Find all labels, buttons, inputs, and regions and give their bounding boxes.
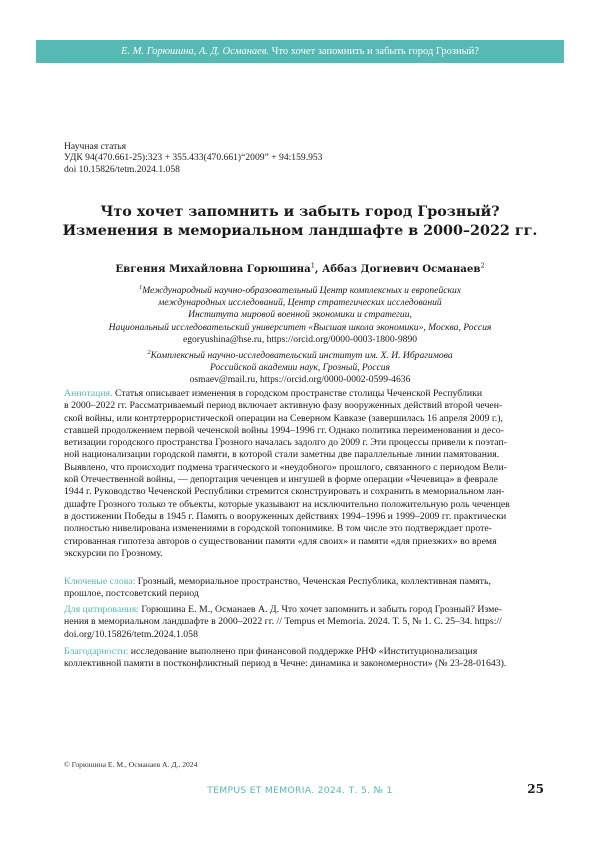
citation-line[interactable]: doi.org/10.15826/tetm.2024.1.058 bbox=[64, 629, 544, 641]
title-line-2: Изменения в мемориальном ландшафте в 2000–2022 гг. bbox=[60, 222, 540, 241]
affiliation-1-contact[interactable]: egoryushina@hse.ru, https://orcid.org/0000-0003-1800-9890 bbox=[60, 334, 540, 346]
article-meta bbox=[64, 141, 544, 175]
keywords-line: прошлое, постсоветский период bbox=[64, 588, 544, 600]
abstract-line: в достижении Победы в 1945 г. Память о вооруженных действиях 1994–1996 и 1999–2009 гг. практически bbox=[64, 511, 544, 523]
abstract-line: ветизации городского пространства Грозного началась задолго до 2009 г. Эти процессы привели к поэтап- bbox=[64, 437, 544, 449]
abstract-line: ной национализации городской памяти, в которой стали заметны две параллельные линии памятования. bbox=[64, 449, 544, 461]
udc-code: УДК 94(470.661-25):323 + 355.433(470.661)“2009” + 94:159.953 bbox=[64, 152, 544, 163]
page-number: 25 bbox=[520, 782, 544, 796]
abstract-line: стированная гипотеза авторов о существовании памяти «для своих» и памяти «для приезжих» во время bbox=[64, 536, 544, 548]
citation-line: нения в мемориальном ландшафте в 2000–2022 гг. // Tempus et Memoria. 2024. Т. 5, № 1. С. 25–34. https:// bbox=[64, 616, 544, 628]
abstract-label: Аннотация. bbox=[64, 388, 113, 399]
running-header-title: Что хочет запомнить и забыть город Грозный? bbox=[272, 46, 479, 57]
doi[interactable]: doi 10.15826/tetm.2024.1.058 bbox=[64, 164, 544, 175]
abstract-line: 1944 г. Руководство Чеченской Республики стремится сконструировать и сохранить в мемориальном лан- bbox=[64, 486, 544, 498]
affiliation-1 bbox=[60, 285, 540, 346]
abstract-line: Аннотация. Статья описывает изменения в городском пространстве столицы Чеченской Республики bbox=[64, 388, 544, 400]
acknowledgments-line: Благодарности: исследование выполнено при финансовой поддержке РНФ «Институционализация bbox=[64, 646, 544, 658]
affiliation-1-marker: 1 bbox=[139, 284, 142, 291]
title-line-1: Что хочет запомнить и забыть город Грозный? bbox=[60, 203, 540, 222]
abstract-line: дшафте Грозного только те объекты, которые указывают на исключительно положительную роль чеченцев bbox=[64, 499, 544, 511]
abstract-line: ской войны, или контртеррористической операции на Северном Кавказе (завершилась 16 апреля 2009 г.), bbox=[64, 413, 544, 425]
affiliation-2-line: Российской академии наук, Грозный, Россия bbox=[60, 362, 540, 374]
author-2: Аббаз Догиевич Османаев bbox=[322, 263, 480, 275]
affiliation-2-line: 2Комплексный научно-исследовательский институт им. Х. И. Ибрагимова bbox=[60, 350, 540, 362]
affiliation-2 bbox=[60, 350, 540, 387]
authors-separator: , bbox=[315, 263, 322, 275]
abstract-line: ставшей продолжением первой чеченской войны 1994–1996 гг. Однако политика переименования и десо- bbox=[64, 425, 544, 437]
author-1-affil-marker: 1 bbox=[311, 262, 315, 270]
abstract-line: Выявлено, что происходит подмена трагического и «неудобного» прошлого, связанного с периодом Вели- bbox=[64, 462, 544, 474]
citation bbox=[64, 604, 544, 641]
affiliation-1-line: 1Международный научно-образовательный Центр комплексных и европейских bbox=[60, 285, 540, 297]
citation-label: Для цитирования: bbox=[64, 604, 139, 615]
authors-line bbox=[60, 263, 540, 275]
keywords bbox=[64, 576, 544, 601]
acknowledgments-line: коллективной памяти в постконфликтный период в Чечне: динамика и закономерности» (№ 23-28-01643). bbox=[64, 658, 544, 670]
affiliation-1-line: международных исследований, Центр стратегических исследований bbox=[60, 297, 540, 309]
article-title bbox=[60, 203, 540, 241]
abstract-line: кой Отечественной войны, — депортация чеченцев и ингушей в форме операции «Чечевица» в феврале bbox=[64, 474, 544, 486]
citation-line: Для цитирования: Горюшина Е. М., Османаев А. Д. Что хочет запомнить и забыть город Грозный? Изме- bbox=[64, 604, 544, 616]
acknowledgments bbox=[64, 646, 544, 671]
article-type: Научная статья bbox=[64, 141, 544, 152]
affiliation-1-line: Института мировой военной экономики и стратегии, bbox=[60, 309, 540, 321]
acknowledgments-label: Благодарности: bbox=[64, 646, 128, 657]
abstract-line: в 2000–2022 гг. Рассматриваемый период включает активную фазу вооруженных действий второй чечен- bbox=[64, 400, 544, 412]
author-2-affil-marker: 2 bbox=[480, 262, 484, 270]
keywords-line: Ключевые слова: Грозный, мемориальное пространство, Чеченская Республика, коллективная память, bbox=[64, 576, 544, 588]
running-header-authors: Е. М. Горюшина, А. Д. Османаев. bbox=[121, 46, 269, 57]
running-header bbox=[36, 40, 564, 63]
affiliation-2-contact[interactable]: osmaev@mail.ru, https://orcid.org/0000-0002-0599-4636 bbox=[60, 374, 540, 386]
abstract bbox=[64, 388, 544, 560]
copyright-notice: © Горюшина Е. М., Османаев А. Д., 2024 bbox=[64, 760, 197, 769]
affiliation-1-line: Национальный исследовательский университет «Высшая школа экономики», Москва, Россия bbox=[60, 322, 540, 334]
keywords-label: Ключевые слова: bbox=[64, 576, 135, 587]
author-1: Евгения Михайловна Горюшина bbox=[115, 263, 310, 275]
footer-journal-info: TEMPUS ET MEMORIA. 2024. Т. 5. № 1 bbox=[160, 785, 440, 796]
affiliation-2-marker: 2 bbox=[147, 349, 150, 356]
abstract-line: полностью нивелирована изменениями в городской топонимике. В том числе это подтверждает проте- bbox=[64, 523, 544, 535]
abstract-line: экскурсии по Грозному. bbox=[64, 548, 544, 560]
